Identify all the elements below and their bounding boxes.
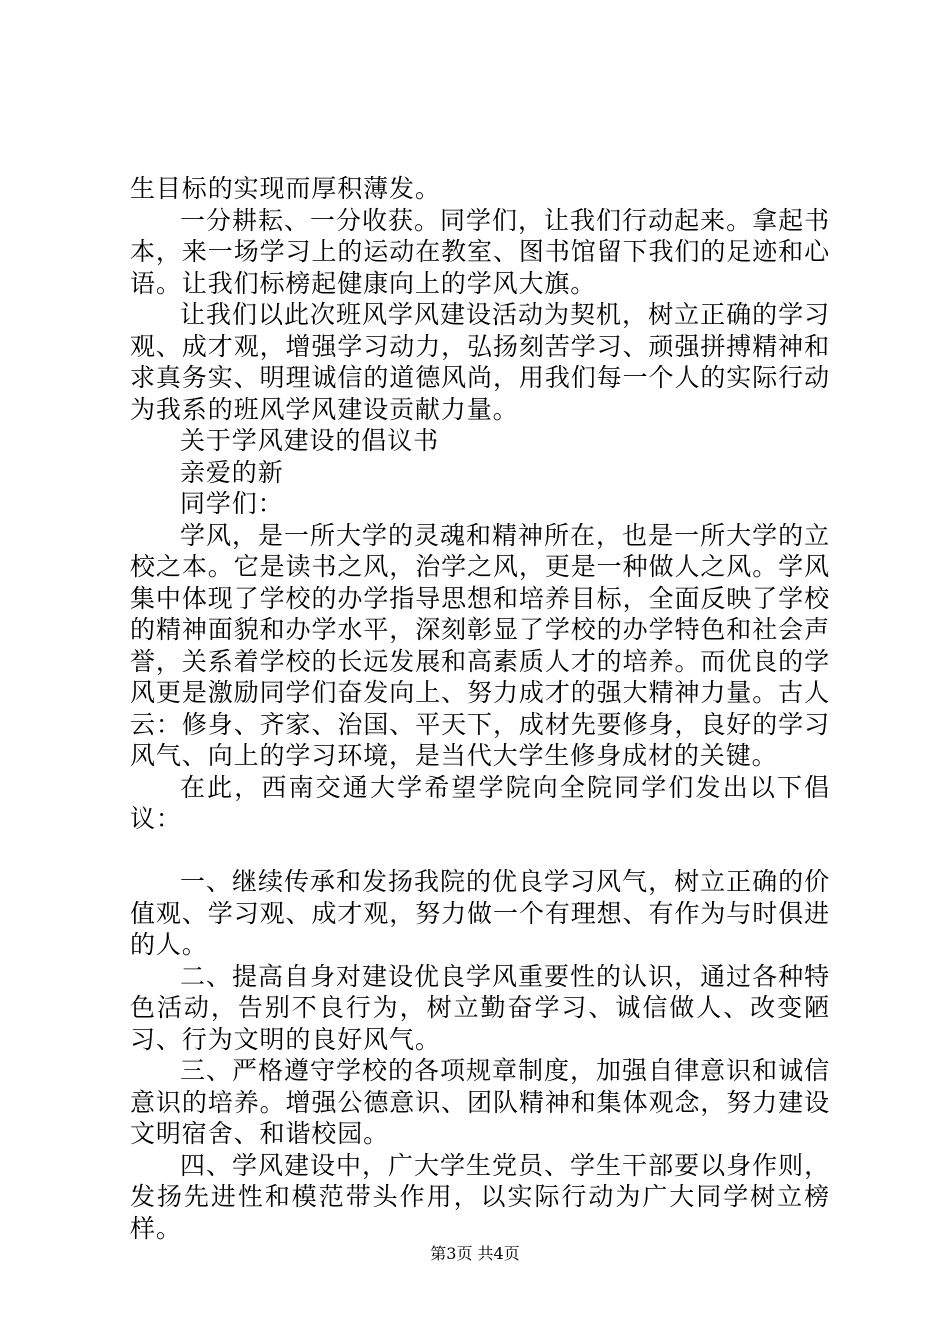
paragraph-opportunity: 让我们以此次班风学风建设活动为契机，树立正确的学习观、成才观，增强学习动力，弘扬刻苦学习、顽强拼搏精神和求真务实、明理诚信的道德风尚，用我们每一个人的实际行动为我系的班风学风建设贡献力量。 [130,300,830,424]
paragraph-study-style: 学风，是一所大学的灵魂和精神所在，也是一所大学的立校之本。它是读书之风，治学之风，更是一种做人之风。学风集中体现了学校的办学指导思想和培养目标，全面反映了学校的精神面貌和办学水平，深刻彰显了学校的办学特色和社会声誉，关系着学校的长远发展和高素质人才的培养。而优良的学风更是激励同学们奋发向上、努力成才的强大精神力量。古人云：修身、齐家、治国、平天下，成材先要修身，良好的学习风气、向上的学习环境，是当代大学生修身成材的关键。 [130,520,830,770]
paragraph-call-to-action: 一分耕耘、一分收获。同学们，让我们行动起来。拿起书本，来一场学习上的运动在教室、图书馆留下我们的足迹和心语。让我们标榜起健康向上的学风大旗。 [130,205,830,298]
paragraph-proposal-intro: 在此，西南交通大学希望学院向全院同学们发出以下倡议： [130,772,830,833]
proposal-item-2: 二、提高自身对建设优良学风重要性的认识，通过各种特色活动，告别不良行为，树立勤奋学习、诚信做人、改变陋习、行为文明的良好风气。 [130,961,830,1054]
paragraph-continuation: 生目标的实现而厚积薄发。 [130,174,441,203]
salutation-line-2: 同学们： [180,489,284,518]
document-body [130,173,830,1244]
proposal-item-1: 一、继续传承和发扬我院的优良学习风气，树立正确的价值观、学习观、成才观，努力做一个有理想、有作为与时俱进的人。 [130,867,830,959]
proposal-item-3: 三、严格遵守学校的各项规章制度，加强自律意识和诚信意识的培养。增强公德意识、团队精神和集体观念，努力建设文明宿舍、和谐校园。 [130,1056,830,1148]
proposal-item-4: 四、学风建设中，广大学生党员、学生干部要以身作则，发扬先进性和模范带头作用，以实际行动为广大同学树立榜样。 [130,1150,830,1243]
salutation-line-1: 亲爱的新 [180,457,284,487]
page-number-footer: 第3页 共4页 [430,1244,520,1263]
proposal-title: 关于学风建设的倡议书 [180,426,440,455]
